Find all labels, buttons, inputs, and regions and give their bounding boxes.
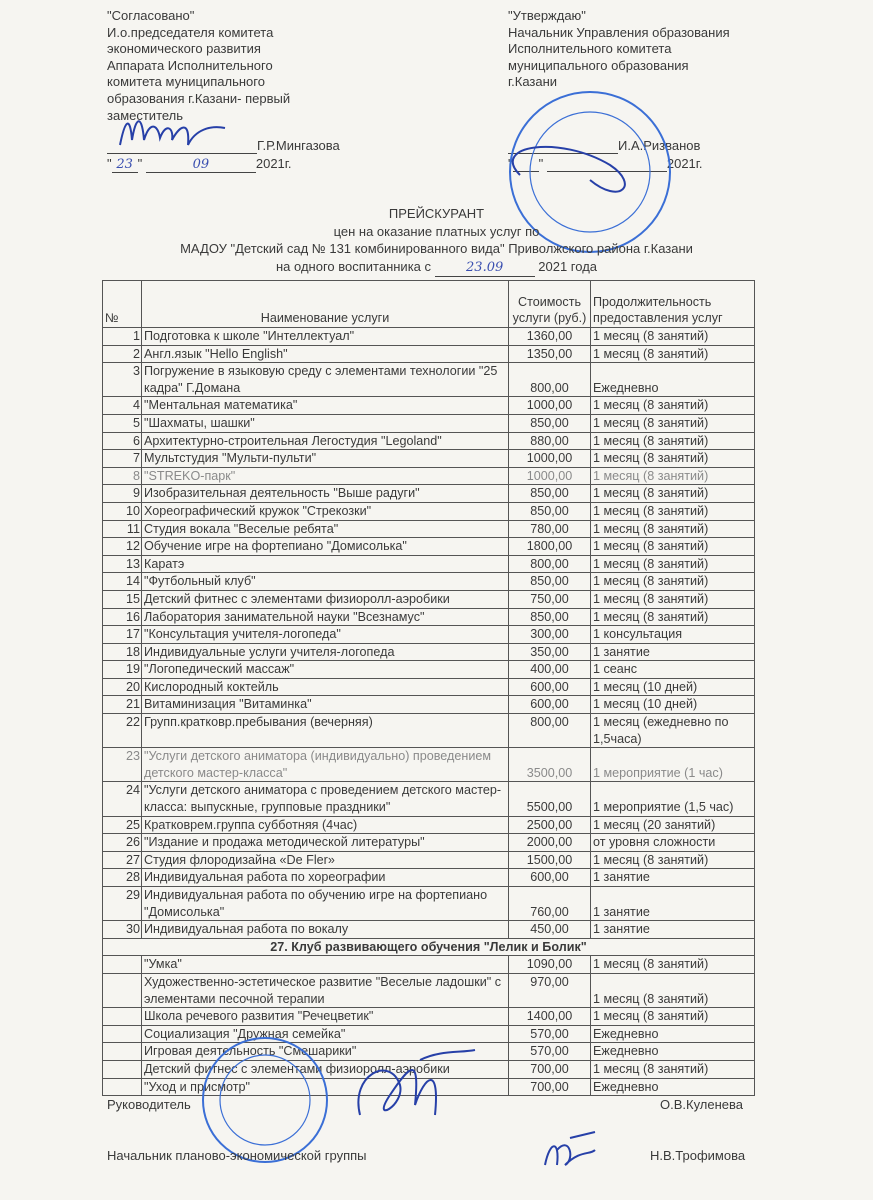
row-number: 30 (103, 921, 142, 939)
approval-left-heading: "Согласовано" (107, 8, 195, 23)
service-duration: Ежедневно (591, 363, 755, 397)
service-cost: 700,00 (509, 1060, 591, 1078)
approval-left-line: экономического развития (107, 41, 261, 57)
service-cost: 5500,00 (509, 782, 591, 816)
service-duration: 1 мероприятие (1,5 час) (591, 782, 755, 816)
table-header-row (103, 281, 755, 328)
row-number (103, 1043, 142, 1061)
signature-planning (535, 1130, 605, 1175)
service-name: Англ.язык "Hello English" (142, 345, 509, 363)
table-row (103, 520, 755, 538)
table-row (103, 1008, 755, 1026)
table-row (103, 467, 755, 485)
approval-left-line: Аппарата Исполнительного (107, 57, 273, 73)
table-row (103, 869, 755, 887)
service-name: Социализация "Дружная семейка" (142, 1025, 509, 1043)
service-cost: 1000,00 (509, 450, 591, 468)
service-cost: 850,00 (509, 414, 591, 432)
service-cost: 700,00 (509, 1078, 591, 1096)
row-number: 6 (103, 432, 142, 450)
row-number: 5 (103, 414, 142, 432)
service-duration: 1 месяц (8 занятий) (591, 432, 755, 450)
service-name: Лаборатория занимательной науки "Всезнамус" (142, 608, 509, 626)
row-number: 1 (103, 328, 142, 346)
service-duration: 1 месяц (8 занятий) (591, 608, 755, 626)
table-row (103, 590, 755, 608)
service-duration: 1 мероприятие (1 час) (591, 748, 755, 782)
row-number: 17 (103, 626, 142, 644)
planning-name: Н.В.Трофимова (650, 1148, 746, 1163)
row-number: 13 (103, 555, 142, 573)
table-row (103, 626, 755, 644)
service-cost: 970,00 (509, 973, 591, 1007)
row-number: 22 (103, 714, 142, 748)
service-cost: 600,00 (509, 696, 591, 714)
price-table (102, 280, 755, 1096)
service-duration: 1 занятие (591, 869, 755, 887)
table-row (103, 363, 755, 397)
row-number: 12 (103, 538, 142, 556)
service-name: Студия вокала "Веселые ребята" (142, 520, 509, 538)
header-duration: Продолжительность предоставления услуг (591, 281, 755, 328)
title-line2: цен на оказание платных услуг по (333, 223, 540, 239)
table-row (103, 851, 755, 869)
service-name: Погружение в языковую среду с элементами технологии "25 кадра" Г.Домана (142, 363, 509, 397)
service-duration: 1 месяц (8 занятий) (591, 328, 755, 346)
service-duration: 1 месяц (8 занятий) (591, 520, 755, 538)
service-name: "STREKO-парк" (142, 467, 509, 485)
table-row (103, 921, 755, 939)
service-cost: 800,00 (509, 714, 591, 748)
table-row (103, 502, 755, 520)
service-name: Кратковрем.группа субботняя (4час) (142, 816, 509, 834)
service-duration: 1 месяц (20 занятий) (591, 816, 755, 834)
service-name: Школа речевого развития "Речецветик" (142, 1008, 509, 1026)
service-cost: 3500,00 (509, 748, 591, 782)
row-number: 8 (103, 467, 142, 485)
service-duration: 1 консультация (591, 626, 755, 644)
approval-right (508, 8, 730, 91)
row-number: 28 (103, 869, 142, 887)
table-body (103, 328, 755, 1096)
service-name: "Шахматы, шашки" (142, 414, 509, 432)
service-name: Архитектурно-строительная Легостудия "Legoland" (142, 432, 509, 450)
table-row (103, 973, 755, 1007)
service-name: Детский фитнес с элементами физиоролл-аэробики (142, 1060, 509, 1078)
approval-right-date: " " 2021г. (508, 156, 703, 171)
service-cost: 880,00 (509, 432, 591, 450)
service-cost: 570,00 (509, 1025, 591, 1043)
service-duration: Ежедневно (591, 1078, 755, 1096)
service-cost: 800,00 (509, 363, 591, 397)
table-row (103, 643, 755, 661)
date-year: 2021г. (666, 156, 703, 171)
service-name: Игровая деятельность "Смешарики" (142, 1043, 509, 1061)
approval-right-line: муниципального образования (508, 57, 689, 73)
row-number (103, 973, 142, 1007)
table-row (103, 714, 755, 748)
row-number: 20 (103, 678, 142, 696)
service-duration: Ежедневно (591, 1043, 755, 1061)
approval-left-line: комитета муниципального (107, 74, 265, 90)
service-duration: Ежедневно (591, 1025, 755, 1043)
service-name: Художественно-эстетическое развитие "Веселые ладошки" с элементами песочной терапии (142, 973, 509, 1007)
service-duration: 1 занятие (591, 921, 755, 939)
service-name: "Услуги детского аниматора с проведением детского мастер-класса: выпускные, групповые праздники" (142, 782, 509, 816)
row-number (103, 1078, 142, 1096)
service-name: "Издание и продажа методической литературы" (142, 834, 509, 852)
planning-label: Начальник планово-экономической группы (107, 1148, 367, 1163)
row-number: 7 (103, 450, 142, 468)
service-name: Индивидуальные услуги учителя-логопеда (142, 643, 509, 661)
service-duration: 1 месяц (8 занятий) (591, 973, 755, 1007)
service-cost: 750,00 (509, 590, 591, 608)
service-cost: 450,00 (509, 921, 591, 939)
service-cost: 850,00 (509, 485, 591, 503)
service-duration: 1 месяц (8 занятий) (591, 345, 755, 363)
service-cost: 1350,00 (509, 345, 591, 363)
service-duration: 1 сеанс (591, 661, 755, 679)
service-duration: 1 месяц (8 занятий) (591, 450, 755, 468)
service-name: "Консультация учителя-логопеда" (142, 626, 509, 644)
approval-right-signer: И.А.Ризванов (618, 138, 701, 153)
table-row (103, 696, 755, 714)
service-cost: 1400,00 (509, 1008, 591, 1026)
service-cost: 350,00 (509, 643, 591, 661)
table-row (103, 608, 755, 626)
row-number: 19 (103, 661, 142, 679)
row-number (103, 1008, 142, 1026)
row-number: 9 (103, 485, 142, 503)
service-cost: 600,00 (509, 678, 591, 696)
table-row (103, 834, 755, 852)
row-number: 29 (103, 887, 142, 921)
table-row (103, 887, 755, 921)
section-header-row (103, 938, 755, 956)
service-duration: 1 месяц (8 занятий) (591, 851, 755, 869)
service-duration: 1 месяц (8 занятий) (591, 397, 755, 415)
table-row (103, 345, 755, 363)
service-duration: 1 месяц (10 дней) (591, 696, 755, 714)
service-name: Обучение игре на фортепиано "Домисолька" (142, 538, 509, 556)
section-title: 27. Клуб развивающего обучения "Лелик и Болик" (103, 938, 755, 956)
approval-right-line: Исполнительного комитета (508, 41, 672, 57)
service-name: Индивидуальная работа по хореографии (142, 869, 509, 887)
row-number: 24 (103, 782, 142, 816)
table-row (103, 485, 755, 503)
document-title (0, 205, 873, 277)
title-date: 23.09 (435, 259, 535, 278)
service-cost: 300,00 (509, 626, 591, 644)
service-cost: 780,00 (509, 520, 591, 538)
approval-left-date: " 23 " 09 2021г. (107, 156, 292, 172)
service-name: "Футбольный клуб" (142, 573, 509, 591)
table-row (103, 956, 755, 974)
service-cost: 600,00 (509, 869, 591, 887)
service-name: Индивидуальная работа по вокалу (142, 921, 509, 939)
row-number (103, 956, 142, 974)
head-name: О.В.Куленева (660, 1097, 744, 1112)
table-row (103, 414, 755, 432)
row-number: 14 (103, 573, 142, 591)
table-row (103, 538, 755, 556)
service-cost: 850,00 (509, 608, 591, 626)
service-cost: 850,00 (509, 502, 591, 520)
service-name: Детский фитнес с элементами физиоролл-аэробики (142, 590, 509, 608)
signature-left (100, 100, 230, 160)
approval-left-line: заместитель (107, 107, 184, 123)
service-name: Витаминизация "Витаминка" (142, 696, 509, 714)
row-number: 27 (103, 851, 142, 869)
service-cost: 2000,00 (509, 834, 591, 852)
service-cost: 400,00 (509, 661, 591, 679)
service-duration: 1 месяц (8 занятий) (591, 502, 755, 520)
service-duration: 1 месяц (10 дней) (591, 678, 755, 696)
table-row (103, 432, 755, 450)
approval-left-line: И.о.председателя комитета (107, 24, 274, 40)
row-number: 4 (103, 397, 142, 415)
table-row (103, 328, 755, 346)
title-line4-prefix: на одного воспитанника с (275, 258, 432, 274)
approval-right-line: г.Казани (508, 74, 558, 90)
row-number: 3 (103, 363, 142, 397)
table-row (103, 748, 755, 782)
title-main: ПРЕЙСКУРАНТ (388, 206, 485, 221)
row-number: 21 (103, 696, 142, 714)
approval-right-heading: "Утверждаю" (508, 8, 586, 23)
service-cost: 570,00 (509, 1043, 591, 1061)
row-number: 10 (103, 502, 142, 520)
service-name: Каратэ (142, 555, 509, 573)
date-day: 23 (112, 157, 138, 173)
title-line4-suffix: 2021 года (538, 258, 598, 274)
table-row (103, 661, 755, 679)
approval-right-line: Начальник Управления образования (508, 24, 730, 40)
table-row (103, 573, 755, 591)
service-duration: 1 месяц (8 занятий) (591, 1008, 755, 1026)
header-num: № (103, 281, 142, 328)
service-name: Студия флородизайна «De Fler» (142, 851, 509, 869)
row-number: 18 (103, 643, 142, 661)
service-cost: 1090,00 (509, 956, 591, 974)
service-name: Групп.кратковр.пребывания (вечерняя) (142, 714, 509, 748)
date-month: 09 (146, 157, 256, 173)
service-duration: 1 занятие (591, 887, 755, 921)
service-name: "Услуги детского аниматора (индивидуально) проведением детского мастер-класса" (142, 748, 509, 782)
row-number: 16 (103, 608, 142, 626)
service-cost: 1000,00 (509, 397, 591, 415)
row-number: 2 (103, 345, 142, 363)
title-line3: МАДОУ "Детский сад № 131 комбинированного вида" Приволжского района г.Казани (180, 241, 693, 257)
approval-left-signer: Г.Р.Мингазова (257, 138, 340, 153)
service-name: Кислородный коктейль (142, 678, 509, 696)
service-cost: 1800,00 (509, 538, 591, 556)
service-name: Индивидуальная работа по обучению игре на фортепиано "Домисолька" (142, 887, 509, 921)
head-label: Руководитель (107, 1097, 191, 1112)
table-row (103, 450, 755, 468)
row-number: 25 (103, 816, 142, 834)
service-name: Изобразительная деятельность "Выше радуги" (142, 485, 509, 503)
table-row (103, 555, 755, 573)
service-duration: 1 месяц (ежедневно по 1,5часа) (591, 714, 755, 748)
title-line4 (0, 258, 873, 278)
row-number: 11 (103, 520, 142, 538)
service-duration: 1 месяц (8 занятий) (591, 555, 755, 573)
service-name: "Умка" (142, 956, 509, 974)
row-number (103, 1060, 142, 1078)
service-duration: 1 месяц (8 занятий) (591, 414, 755, 432)
approval-left-line: образования г.Казани- первый (107, 90, 291, 106)
date-year: 2021г. (255, 156, 292, 171)
row-number: 26 (103, 834, 142, 852)
service-duration: 1 месяц (8 занятий) (591, 1060, 755, 1078)
service-duration: 1 месяц (8 занятий) (591, 538, 755, 556)
table-row (103, 678, 755, 696)
service-cost: 850,00 (509, 573, 591, 591)
service-name: "Ментальная математика" (142, 397, 509, 415)
service-name: "Логопедический массаж" (142, 661, 509, 679)
service-duration: от уровня сложности (591, 834, 755, 852)
service-cost: 800,00 (509, 555, 591, 573)
service-duration: 1 занятие (591, 643, 755, 661)
service-cost: 1360,00 (509, 328, 591, 346)
service-name: Мультстудия "Мульти-пульти" (142, 450, 509, 468)
row-number: 23 (103, 748, 142, 782)
service-cost: 2500,00 (509, 816, 591, 834)
service-cost: 1000,00 (509, 467, 591, 485)
service-duration: 1 месяц (8 занятий) (591, 590, 755, 608)
table-row (103, 816, 755, 834)
service-duration: 1 месяц (8 занятий) (591, 485, 755, 503)
row-number: 15 (103, 590, 142, 608)
service-cost: 1500,00 (509, 851, 591, 869)
header-name: Наименование услуги (142, 281, 509, 328)
service-name: Хореографический кружок "Стрекозки" (142, 502, 509, 520)
row-number (103, 1025, 142, 1043)
service-duration: 1 месяц (8 занятий) (591, 573, 755, 591)
table-row (103, 782, 755, 816)
service-cost: 760,00 (509, 887, 591, 921)
header-cost: Стоимость услуги (руб.) (509, 281, 591, 328)
service-duration: 1 месяц (8 занятий) (591, 467, 755, 485)
service-name: "Уход и присмотр" (142, 1078, 509, 1096)
service-name: Подготовка к школе "Интеллектуал" (142, 328, 509, 346)
signature-head (330, 1045, 480, 1135)
table-row (103, 397, 755, 415)
service-duration: 1 месяц (8 занятий) (591, 956, 755, 974)
